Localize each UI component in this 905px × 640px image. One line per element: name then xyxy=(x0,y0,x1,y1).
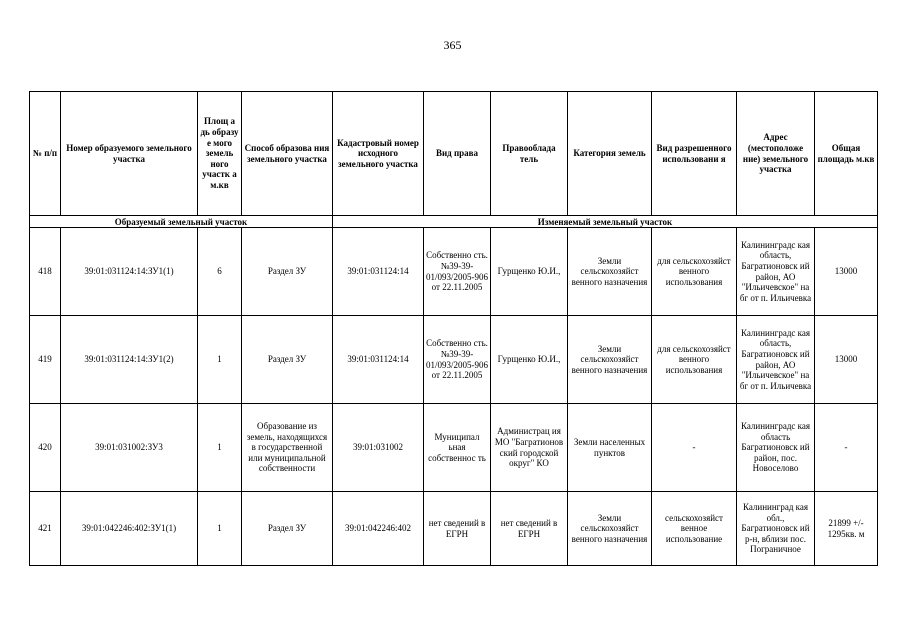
cell-address: Калининградс кая область Багратионовск ий район, пос. Новоселово xyxy=(737,404,815,492)
cell-category: Земли сельскохозяйст венного назначения xyxy=(568,228,652,316)
section-formed-plot: Образуемый земельный участок xyxy=(30,216,333,228)
cell-cadastral: 39:01:031124:14 xyxy=(333,228,424,316)
cell-plot-number: 39:01:031124:14:ЗУ1(1) xyxy=(61,228,198,316)
header-num: № п/п xyxy=(30,92,61,216)
cell-method: Раздел ЗУ xyxy=(242,228,333,316)
header-area: Площ а дь образу е мого земель ного участк а м.кв xyxy=(198,92,242,216)
cell-right: Муниципал ьная собственнос ть xyxy=(424,404,491,492)
cell-area: 6 xyxy=(198,228,242,316)
table-header-row xyxy=(30,92,878,216)
cell-total-area: - xyxy=(815,404,878,492)
table-row xyxy=(30,492,878,566)
cell-num: 418 xyxy=(30,228,61,316)
header-category: Категория земель xyxy=(568,92,652,216)
cell-right: Собственно сть. №39-39-01/093/2005-906 от 22.11.2005 xyxy=(424,316,491,404)
cell-num: 420 xyxy=(30,404,61,492)
cell-plot-number: 39:01:031002:ЗУ3 xyxy=(61,404,198,492)
cell-cadastral: 39:01:031124:14 xyxy=(333,316,424,404)
cell-total-area: 13000 xyxy=(815,316,878,404)
cell-holder: Гурщенко Ю.И., xyxy=(491,316,568,404)
header-holder: Правооблада тель xyxy=(491,92,568,216)
cell-plot-number: 39:01:042246:402:ЗУ1(1) xyxy=(61,492,198,566)
header-use: Вид разрешенного использовани я xyxy=(652,92,737,216)
cell-holder: Гурщенко Ю.И., xyxy=(491,228,568,316)
cell-method: Раздел ЗУ xyxy=(242,492,333,566)
cell-method: Образование из земель, находящихся в государственной или муниципальной собственности xyxy=(242,404,333,492)
header-right: Вид права xyxy=(424,92,491,216)
land-plots-table xyxy=(29,91,878,566)
cell-use: - xyxy=(652,404,737,492)
header-cadastral: Кадастровый номер исходного земельного участка xyxy=(333,92,424,216)
cell-category: Земли сельскохозяйст венного назначения xyxy=(568,316,652,404)
cell-total-area: 13000 xyxy=(815,228,878,316)
cell-holder: нет сведений в ЕГРН xyxy=(491,492,568,566)
cell-plot-number: 39:01:031124:14:ЗУ1(2) xyxy=(61,316,198,404)
header-method: Способ образова ния земельного участка xyxy=(242,92,333,216)
section-changed-plot: Изменяемый земельный участок xyxy=(333,216,878,228)
cell-cadastral: 39:01:042246:402 xyxy=(333,492,424,566)
cell-total-area: 21899 +/- 1295кв. м xyxy=(815,492,878,566)
header-total-area: Общая площадь м.кв xyxy=(815,92,878,216)
cell-address: Калининград кая обл., Багратионовск ий р-н, вблизи пос. Пограничное xyxy=(737,492,815,566)
cell-num: 419 xyxy=(30,316,61,404)
cell-use: для сельскохозяйст венного использования xyxy=(652,316,737,404)
cell-area: 1 xyxy=(198,316,242,404)
cell-right: Собственно сть. №39-39-01/093/2005-906 от 22.11.2005 xyxy=(424,228,491,316)
cell-cadastral: 39:01:031002 xyxy=(333,404,424,492)
cell-area: 1 xyxy=(198,404,242,492)
header-address: Адрес (местоположе ние) земельного участка xyxy=(737,92,815,216)
cell-holder: Администрац ия МО "Багратионов ский городской округ" КО xyxy=(491,404,568,492)
table-row xyxy=(30,316,878,404)
header-plot-number: Номер образуемого земельного участка xyxy=(61,92,198,216)
page-number: 365 xyxy=(443,38,462,52)
cell-use: для сельскохозяйст венного использования xyxy=(652,228,737,316)
section-row xyxy=(30,216,878,228)
cell-address: Калининградс кая область, Багратионовск ий район, АО "Ильичевское" на бг от п. Ильичевка xyxy=(737,316,815,404)
cell-right: нет сведений в ЕГРН xyxy=(424,492,491,566)
cell-category: Земли населенных пунктов xyxy=(568,404,652,492)
table-row xyxy=(30,404,878,492)
cell-method: Раздел ЗУ xyxy=(242,316,333,404)
cell-area: 1 xyxy=(198,492,242,566)
cell-num: 421 xyxy=(30,492,61,566)
cell-category: Земли сельскохозяйст венного назначения xyxy=(568,492,652,566)
table-row xyxy=(30,228,878,316)
cell-use: сельскохозяйст венное использование xyxy=(652,492,737,566)
cell-address: Калининградс кая область, Багратионовск ий район, АО "Ильичевское" на бг от п. Ильичевка xyxy=(737,228,815,316)
